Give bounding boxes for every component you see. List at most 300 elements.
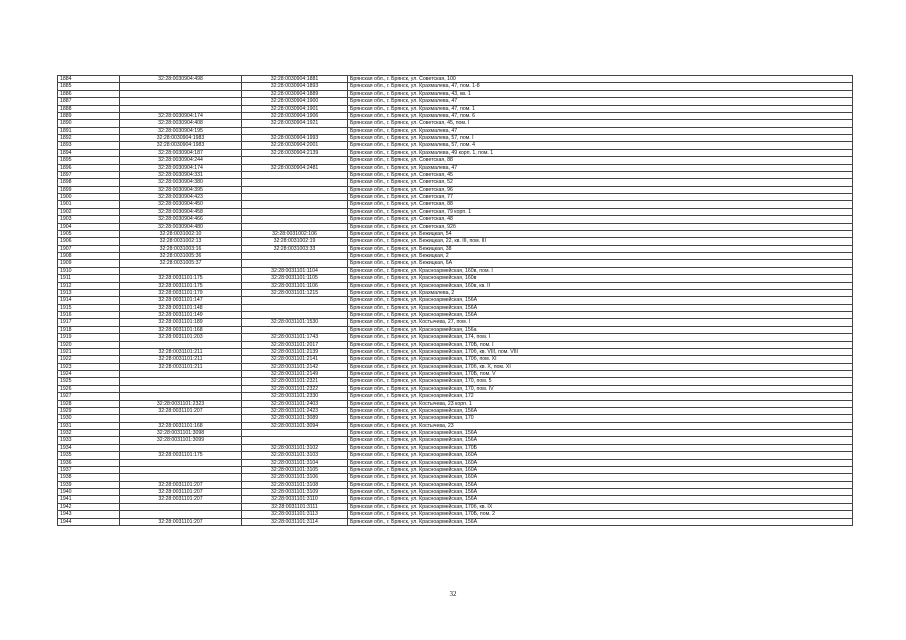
address-cell: Брянская обл., г. Брянск, ул. Красноармейская, 160А: [348, 474, 853, 481]
row-number-cell: 1922: [58, 356, 120, 363]
table-row: [58, 275, 853, 282]
address-cell: Брянская обл., г. Брянск, ул. Красноармейская, 170б, кв. X, пом. XI: [348, 363, 853, 370]
table-row: [58, 489, 853, 496]
row-number-cell: 1915: [58, 304, 120, 311]
row-number-cell: 1893: [58, 142, 120, 149]
row-number-cell: 1908: [58, 253, 120, 260]
table-row: [58, 142, 853, 149]
table-row: [58, 149, 853, 156]
row-number-cell: 1918: [58, 326, 120, 333]
object-cadastral-number-cell: 32:28:0031003:33: [242, 245, 348, 252]
object-cadastral-number-cell: 32:28:0031002:106: [242, 230, 348, 237]
table-row: [58, 120, 853, 127]
parcel-cadastral-number-cell: 32:28:0031101:148: [120, 304, 242, 311]
parcel-cadastral-number-cell: 32:28:0030904:187: [120, 149, 242, 156]
object-cadastral-number-cell: 32:28:0030904:1901: [242, 105, 348, 112]
object-cadastral-number-cell: 32:28:0030904:1921: [242, 120, 348, 127]
object-cadastral-number-cell: [242, 430, 348, 437]
row-number-cell: 1888: [58, 105, 120, 112]
row-number-cell: 1940: [58, 489, 120, 496]
object-cadastral-number-cell: [242, 186, 348, 193]
table-row: [58, 208, 853, 215]
address-cell: Брянская обл., г. Брянск, ул. Крахмалева, 2: [348, 289, 853, 296]
register-table-body: [58, 76, 853, 526]
row-number-cell: 1891: [58, 127, 120, 134]
table-row: [58, 437, 853, 444]
object-cadastral-number-cell: 32:28:0031101:2149: [242, 371, 348, 378]
parcel-cadastral-number-cell: 32:28:0030904:498: [120, 76, 242, 83]
object-cadastral-number-cell: [242, 208, 348, 215]
table-row: [58, 76, 853, 83]
row-number-cell: 1892: [58, 135, 120, 142]
row-number-cell: 1923: [58, 363, 120, 370]
parcel-cadastral-number-cell: 32:28:0031101:203: [120, 334, 242, 341]
row-number-cell: 1889: [58, 112, 120, 119]
parcel-cadastral-number-cell: 32:28:0031101:207: [120, 407, 242, 414]
parcel-cadastral-number-cell: 32:28:0031101:3098: [120, 430, 242, 437]
parcel-cadastral-number-cell: 32:28:0030904:395: [120, 186, 242, 193]
object-cadastral-number-cell: 32:28:0031101:3109: [242, 489, 348, 496]
parcel-cadastral-number-cell: 32:28:0030904:1983: [120, 135, 242, 142]
parcel-cadastral-number-cell: [120, 459, 242, 466]
address-cell: Брянская обл., г. Брянск, ул. Красноармейская, 170б, кв. IX: [348, 503, 853, 510]
address-cell: Брянская обл., г. Брянск, ул. Красноармейская, 160А: [348, 452, 853, 459]
row-number-cell: 1934: [58, 444, 120, 451]
object-cadastral-number-cell: 32:28:0031101:1743: [242, 334, 348, 341]
parcel-cadastral-number-cell: [120, 378, 242, 385]
table-row: [58, 348, 853, 355]
parcel-cadastral-number-cell: 32:28:0030904:244: [120, 157, 242, 164]
row-number-cell: 1917: [58, 319, 120, 326]
table-row: [58, 371, 853, 378]
object-cadastral-number-cell: 32:28:0031101:1104: [242, 267, 348, 274]
parcel-cadastral-number-cell: 32:28:0031002:13: [120, 238, 242, 245]
address-cell: Брянская обл., г. Брянск, ул. Бежицкая, 38: [348, 245, 853, 252]
address-cell: Брянская обл., г. Брянск, ул. Крахмалева, 57, пом. I: [348, 135, 853, 142]
address-cell: Брянская обл., г. Брянск, ул. Крахмалева, 47: [348, 127, 853, 134]
object-cadastral-number-cell: 32:28:0031101:3102: [242, 444, 348, 451]
row-number-cell: 1894: [58, 149, 120, 156]
table-row: [58, 356, 853, 363]
object-cadastral-number-cell: [242, 297, 348, 304]
parcel-cadastral-number-cell: 32:28:0030904:480: [120, 223, 242, 230]
row-number-cell: 1938: [58, 474, 120, 481]
object-cadastral-number-cell: [242, 223, 348, 230]
row-number-cell: 1895: [58, 157, 120, 164]
parcel-cadastral-number-cell: [120, 105, 242, 112]
table-row: [58, 223, 853, 230]
page-number: 32: [449, 590, 457, 598]
table-row: [58, 164, 853, 171]
row-number-cell: 1931: [58, 422, 120, 429]
register-table: [57, 75, 853, 526]
address-cell: Брянская обл., г. Брянск, ул. Крахмалева, 47, пом. 1-8: [348, 83, 853, 90]
object-cadastral-number-cell: 32:28:0031101:2321: [242, 378, 348, 385]
table-row: [58, 341, 853, 348]
object-cadastral-number-cell: [242, 194, 348, 201]
parcel-cadastral-number-cell: [120, 503, 242, 510]
parcel-cadastral-number-cell: 32:28:0031101:168: [120, 326, 242, 333]
address-cell: Брянская обл., г. Брянск, ул. Крахмалева, 57, пом. 4: [348, 142, 853, 149]
row-number-cell: 1942: [58, 503, 120, 510]
table-row: [58, 422, 853, 429]
table-row: [58, 245, 853, 252]
table-row: [58, 481, 853, 488]
parcel-cadastral-number-cell: 32:28:0031101:179: [120, 289, 242, 296]
parcel-cadastral-number-cell: 32:28:0030904:174: [120, 164, 242, 171]
table-row: [58, 326, 853, 333]
table-row: [58, 297, 853, 304]
object-cadastral-number-cell: 32:28:0031101:3110: [242, 496, 348, 503]
row-number-cell: 1890: [58, 120, 120, 127]
address-cell: Брянская обл., г. Брянск, ул. Красноармейская, 174, пом. I: [348, 334, 853, 341]
parcel-cadastral-number-cell: 32:28:0031101:147: [120, 297, 242, 304]
address-cell: Брянская обл., г. Брянск, ул. Крахмалева, 47, пом. 6: [348, 112, 853, 119]
parcel-cadastral-number-cell: [120, 466, 242, 473]
row-number-cell: 1925: [58, 378, 120, 385]
object-cadastral-number-cell: 32:28:0030904:1906: [242, 112, 348, 119]
row-number-cell: 1897: [58, 171, 120, 178]
parcel-cadastral-number-cell: [120, 385, 242, 392]
object-cadastral-number-cell: 32:28:0030904:1893: [242, 83, 348, 90]
table-row: [58, 230, 853, 237]
row-number-cell: 1885: [58, 83, 120, 90]
table-row: [58, 511, 853, 518]
row-number-cell: 1924: [58, 371, 120, 378]
address-cell: Брянская обл., г. Брянск, ул. Красноармейская, 170Б: [348, 444, 853, 451]
object-cadastral-number-cell: 32:28:0031101:3094: [242, 422, 348, 429]
row-number-cell: 1921: [58, 348, 120, 355]
object-cadastral-number-cell: 32:28:0031101:2139: [242, 348, 348, 355]
address-cell: Брянская обл., г. Брянск, ул. Крахмалева, 47: [348, 98, 853, 105]
address-cell: Брянская обл., г. Брянск, ул. Красноармейская, 160А: [348, 466, 853, 473]
table-row: [58, 452, 853, 459]
address-cell: Брянская обл., г. Брянск, ул. Красноармейская, 160в: [348, 275, 853, 282]
object-cadastral-number-cell: [242, 179, 348, 186]
parcel-cadastral-number-cell: 32:28:0031101:211: [120, 356, 242, 363]
parcel-cadastral-number-cell: 32:28:0030904:458: [120, 208, 242, 215]
table-row: [58, 171, 853, 178]
address-cell: Брянская обл., г. Брянск, ул. Красноармейская, 170: [348, 415, 853, 422]
object-cadastral-number-cell: 32:28:0030904:1889: [242, 90, 348, 97]
row-number-cell: 1941: [58, 496, 120, 503]
address-cell: Брянская обл., г. Брянск, ул. Красноармейская, 156а: [348, 326, 853, 333]
parcel-cadastral-number-cell: 32:28:0031101:207: [120, 489, 242, 496]
object-cadastral-number-cell: 32:28:0030904:2481: [242, 164, 348, 171]
row-number-cell: 1909: [58, 260, 120, 267]
parcel-cadastral-number-cell: 32:28:0030904:450: [120, 201, 242, 208]
row-number-cell: 1900: [58, 194, 120, 201]
parcel-cadastral-number-cell: 32:28:0031101:207: [120, 481, 242, 488]
object-cadastral-number-cell: [242, 157, 348, 164]
parcel-cadastral-number-cell: 32:28:0031005:36: [120, 253, 242, 260]
parcel-cadastral-number-cell: [120, 341, 242, 348]
parcel-cadastral-number-cell: 32:28:0031101:2323: [120, 400, 242, 407]
address-cell: Брянская обл., г. Брянск, ул. Красноармейская, 170б, кв. VIII, пом. VIII: [348, 348, 853, 355]
table-row: [58, 407, 853, 414]
address-cell: Брянская обл., г. Брянск, ул. Красноармейская, 156А: [348, 437, 853, 444]
object-cadastral-number-cell: 32:28:0031101:2142: [242, 363, 348, 370]
address-cell: Брянская обл., г. Брянск, ул. Советская, 100: [348, 76, 853, 83]
object-cadastral-number-cell: 32:28:0030904:1993: [242, 135, 348, 142]
row-number-cell: 1933: [58, 437, 120, 444]
address-cell: Брянская обл., г. Брянск, ул. Советская, 45, пом. I: [348, 120, 853, 127]
parcel-cadastral-number-cell: [120, 90, 242, 97]
row-number-cell: 1936: [58, 459, 120, 466]
object-cadastral-number-cell: 32:28:0031101:3089: [242, 415, 348, 422]
row-number-cell: 1939: [58, 481, 120, 488]
parcel-cadastral-number-cell: 32:28:0031101:211: [120, 363, 242, 370]
parcel-cadastral-number-cell: [120, 511, 242, 518]
address-cell: Брянская обл., г. Брянск, ул. Советская, 96: [348, 186, 853, 193]
table-row: [58, 260, 853, 267]
address-cell: Брянская обл., г. Брянск, ул. Красноармейская, 156А: [348, 312, 853, 319]
row-number-cell: 1886: [58, 90, 120, 97]
table-row: [58, 334, 853, 341]
parcel-cadastral-number-cell: [120, 267, 242, 274]
address-cell: Брянская обл., г. Брянск, ул. Красноармейская, 156А: [348, 297, 853, 304]
object-cadastral-number-cell: 32:28:0031002:19: [242, 238, 348, 245]
table-row: [58, 238, 853, 245]
table-row: [58, 444, 853, 451]
object-cadastral-number-cell: 32:28:0031101:2017: [242, 341, 348, 348]
parcel-cadastral-number-cell: 32:28:0030904:174: [120, 112, 242, 119]
address-cell: Брянская обл., г. Брянск, ул. Красноармейская, 172: [348, 393, 853, 400]
row-number-cell: 1905: [58, 230, 120, 237]
row-number-cell: 1929: [58, 407, 120, 414]
row-number-cell: 1907: [58, 245, 120, 252]
row-number-cell: 1927: [58, 393, 120, 400]
table-row: [58, 415, 853, 422]
parcel-cadastral-number-cell: [120, 371, 242, 378]
parcel-cadastral-number-cell: [120, 444, 242, 451]
object-cadastral-number-cell: [242, 437, 348, 444]
address-cell: Брянская обл., г. Брянск, ул. Красноармейская, 156А: [348, 489, 853, 496]
parcel-cadastral-number-cell: 32:28:0030904:380: [120, 179, 242, 186]
address-cell: Брянская обл., г. Брянск, ул. Костычева, 23: [348, 422, 853, 429]
table-row: [58, 105, 853, 112]
row-number-cell: 1906: [58, 238, 120, 245]
row-number-cell: 1916: [58, 312, 120, 319]
parcel-cadastral-number-cell: 32:28:0030904:466: [120, 216, 242, 223]
object-cadastral-number-cell: [242, 260, 348, 267]
address-cell: Брянская обл., г. Брянск, ул. Красноармейская, 156А: [348, 518, 853, 525]
object-cadastral-number-cell: 32:28:0031101:3111: [242, 503, 348, 510]
parcel-cadastral-number-cell: 32:28:0031003:16: [120, 245, 242, 252]
address-cell: Брянская обл., г. Брянск, ул. Красноармейская, 170б, пом. XI: [348, 356, 853, 363]
address-cell: Брянская обл., г. Брянск, ул. Красноармейская, 170, пом. IV: [348, 385, 853, 392]
table-row: [58, 363, 853, 370]
object-cadastral-number-cell: [242, 326, 348, 333]
table-row: [58, 157, 853, 164]
row-number-cell: 1944: [58, 518, 120, 525]
object-cadastral-number-cell: 32:28:0031101:3104: [242, 459, 348, 466]
table-row: [58, 378, 853, 385]
table-row: [58, 127, 853, 134]
table-row: [58, 503, 853, 510]
address-cell: Брянская обл., г. Брянск, ул. Красноармейская, 156А: [348, 304, 853, 311]
parcel-cadastral-number-cell: 32:28:0031101:207: [120, 518, 242, 525]
address-cell: Брянская обл., г. Брянск, ул. Красноармейская, 156А: [348, 496, 853, 503]
parcel-cadastral-number-cell: [120, 474, 242, 481]
address-cell: Брянская обл., г. Брянск, ул. Бежицкая, 22, кв. III, пом. III: [348, 238, 853, 245]
row-number-cell: 1887: [58, 98, 120, 105]
row-number-cell: 1898: [58, 179, 120, 186]
object-cadastral-number-cell: [242, 312, 348, 319]
parcel-cadastral-number-cell: 32:28:0030904:408: [120, 120, 242, 127]
address-cell: Брянская обл., г. Брянск, ул. Красноармейская, 170Б, пом. I: [348, 341, 853, 348]
row-number-cell: 1904: [58, 223, 120, 230]
table-row: [58, 216, 853, 223]
parcel-cadastral-number-cell: 32:28:0031101:189: [120, 319, 242, 326]
object-cadastral-number-cell: 32:28:0031101:3105: [242, 466, 348, 473]
row-number-cell: 1910: [58, 267, 120, 274]
address-cell: Брянская обл., г. Брянск, ул. Советская, 79 корп. 1: [348, 208, 853, 215]
row-number-cell: 1902: [58, 208, 120, 215]
row-number-cell: 1920: [58, 341, 120, 348]
table-row: [58, 194, 853, 201]
table-row: [58, 83, 853, 90]
address-cell: Брянская обл., г. Брянск, ул. Советская, 48: [348, 216, 853, 223]
object-cadastral-number-cell: 32:28:0031101:1106: [242, 282, 348, 289]
object-cadastral-number-cell: 32:28:0031101:2330: [242, 393, 348, 400]
table-row: [58, 289, 853, 296]
address-cell: Брянская обл., г. Брянск, ул. Крахмалева, 49 корп. 1, пом. 1: [348, 149, 853, 156]
table-row: [58, 518, 853, 525]
table-row: [58, 98, 853, 105]
parcel-cadastral-number-cell: 32:28:0031101:175: [120, 282, 242, 289]
parcel-cadastral-number-cell: [120, 83, 242, 90]
row-number-cell: 1912: [58, 282, 120, 289]
row-number-cell: 1932: [58, 430, 120, 437]
address-cell: Брянская обл., г. Брянск, ул. Советская, 52: [348, 179, 853, 186]
object-cadastral-number-cell: 32:28:0031101:3106: [242, 474, 348, 481]
row-number-cell: 1928: [58, 400, 120, 407]
parcel-cadastral-number-cell: 32:28:0030904:1983: [120, 142, 242, 149]
table-row: [58, 253, 853, 260]
parcel-cadastral-number-cell: 32:28:0030904:331: [120, 171, 242, 178]
table-row: [58, 282, 853, 289]
table-row: [58, 135, 853, 142]
address-cell: Брянская обл., г. Брянск, ул. Красноармейская, 170Б, пом. V: [348, 371, 853, 378]
object-cadastral-number-cell: [242, 201, 348, 208]
address-cell: Брянская обл., г. Брянск, ул. Советская, 88: [348, 157, 853, 164]
address-cell: Брянская обл., г. Брянск, ул. Бежицкая, 6А: [348, 260, 853, 267]
table-row: [58, 496, 853, 503]
object-cadastral-number-cell: [242, 253, 348, 260]
row-number-cell: 1913: [58, 289, 120, 296]
table-row: [58, 304, 853, 311]
row-number-cell: 1911: [58, 275, 120, 282]
object-cadastral-number-cell: 32:28:0031101:2403: [242, 400, 348, 407]
object-cadastral-number-cell: 32:28:0030904:1900: [242, 98, 348, 105]
address-cell: Брянская обл., г. Брянск, ул. Красноармейская, 160в, кв. II: [348, 282, 853, 289]
address-cell: Брянская обл., г. Брянск, ул. Красноармейская, 170Б, пом. 2: [348, 511, 853, 518]
parcel-cadastral-number-cell: [120, 98, 242, 105]
object-cadastral-number-cell: 32:28:0031101:3113: [242, 511, 348, 518]
table-row: [58, 312, 853, 319]
object-cadastral-number-cell: 32:28:0031101:1530: [242, 319, 348, 326]
parcel-cadastral-number-cell: 32:28:0031101:175: [120, 275, 242, 282]
address-cell: Брянская обл., г. Брянск, ул. Костычева, 23 корп. 1: [348, 400, 853, 407]
table-row: [58, 319, 853, 326]
row-number-cell: 1937: [58, 466, 120, 473]
parcel-cadastral-number-cell: 32:28:0031101:211: [120, 348, 242, 355]
object-cadastral-number-cell: 32:28:0031101:3108: [242, 481, 348, 488]
object-cadastral-number-cell: 32:28:0031101:1215: [242, 289, 348, 296]
row-number-cell: 1919: [58, 334, 120, 341]
object-cadastral-number-cell: 32:28:0031101:2141: [242, 356, 348, 363]
row-number-cell: 1943: [58, 511, 120, 518]
table-row: [58, 393, 853, 400]
object-cadastral-number-cell: [242, 171, 348, 178]
parcel-cadastral-number-cell: 32:28:0031002:10: [120, 230, 242, 237]
address-cell: Брянская обл., г. Брянск, ул. Красноармейская, 160в, пом. I: [348, 267, 853, 274]
address-cell: Брянская обл., г. Брянск, ул. Советская, 88: [348, 201, 853, 208]
table-row: [58, 459, 853, 466]
table-row: [58, 400, 853, 407]
parcel-cadastral-number-cell: 32:28:0031101:3099: [120, 437, 242, 444]
object-cadastral-number-cell: 32:28:0031101:3114: [242, 518, 348, 525]
address-cell: Брянская обл., г. Брянск, ул. Крахмалева, 47, пом. 1: [348, 105, 853, 112]
table-row: [58, 385, 853, 392]
address-cell: Брянская обл., г. Брянск, ул. Советская, 45: [348, 171, 853, 178]
table-row: [58, 430, 853, 437]
object-cadastral-number-cell: [242, 216, 348, 223]
object-cadastral-number-cell: 32:28:0031101:1105: [242, 275, 348, 282]
row-number-cell: 1899: [58, 186, 120, 193]
parcel-cadastral-number-cell: 32:28:0031005:37: [120, 260, 242, 267]
address-cell: Брянская обл., г. Брянск, ул. Советская, 77: [348, 194, 853, 201]
object-cadastral-number-cell: [242, 304, 348, 311]
table-row: [58, 90, 853, 97]
address-cell: Брянская обл., г. Брянск, ул. Красноармейская, 170, пом. 5: [348, 378, 853, 385]
address-cell: Брянская обл., г. Брянск, ул. Красноармейская, 156А: [348, 430, 853, 437]
table-row: [58, 474, 853, 481]
table-row: [58, 179, 853, 186]
address-cell: Брянская обл., г. Брянск, ул. Красноармейская, 156А: [348, 481, 853, 488]
address-cell: Брянская обл., г. Брянск, ул. Крахмалева, 47: [348, 164, 853, 171]
parcel-cadastral-number-cell: [120, 415, 242, 422]
parcel-cadastral-number-cell: 32:28:0031101:168: [120, 422, 242, 429]
row-number-cell: 1926: [58, 385, 120, 392]
address-cell: Брянская обл., г. Брянск, ул. Советская, 92б: [348, 223, 853, 230]
object-cadastral-number-cell: 32:28:0031101:2423: [242, 407, 348, 414]
table-row: [58, 201, 853, 208]
address-cell: Брянская обл., г. Брянск, ул. Красноармейская, 156А: [348, 407, 853, 414]
table-row: [58, 267, 853, 274]
address-cell: Брянская обл., г. Брянск, ул. Костычева, 27, пом. I: [348, 319, 853, 326]
row-number-cell: 1914: [58, 297, 120, 304]
row-number-cell: 1901: [58, 201, 120, 208]
row-number-cell: 1903: [58, 216, 120, 223]
row-number-cell: 1930: [58, 415, 120, 422]
row-number-cell: 1884: [58, 76, 120, 83]
object-cadastral-number-cell: [242, 127, 348, 134]
object-cadastral-number-cell: 32:28:0031101:2322: [242, 385, 348, 392]
parcel-cadastral-number-cell: [120, 393, 242, 400]
table-row: [58, 466, 853, 473]
row-number-cell: 1896: [58, 164, 120, 171]
row-number-cell: 1935: [58, 452, 120, 459]
address-cell: Брянская обл., г. Брянск, ул. Бежицкая, 2: [348, 253, 853, 260]
object-cadastral-number-cell: 32:28:0031101:3103: [242, 452, 348, 459]
parcel-cadastral-number-cell: 32:28:0031101:207: [120, 496, 242, 503]
object-cadastral-number-cell: 32:28:0030904:2139: [242, 149, 348, 156]
object-cadastral-number-cell: 32:28:0030904:2001: [242, 142, 348, 149]
table-row: [58, 112, 853, 119]
address-cell: Брянская обл., г. Брянск, ул. Крахмалева, 43, кв. 1: [348, 90, 853, 97]
